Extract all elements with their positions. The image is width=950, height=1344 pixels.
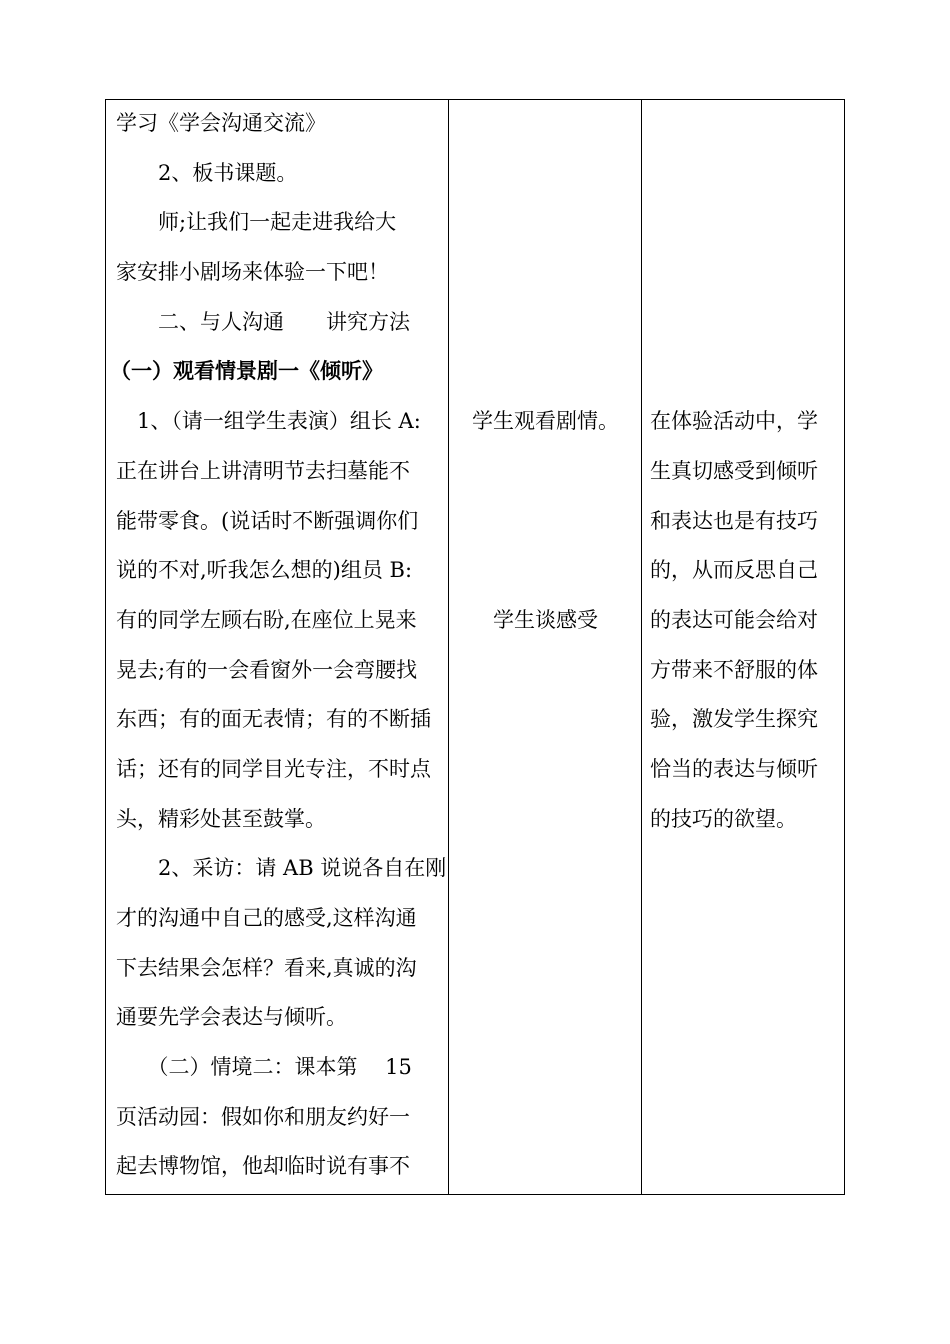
teacher-line: 说的不对,听我怎么想的)组员 B: xyxy=(116,558,413,582)
teacher-line: 1、（请一组学生表演）组长 A: xyxy=(116,409,421,433)
student-activity-column xyxy=(449,100,642,1194)
student-activity-item: 学生谈感受 xyxy=(493,608,598,632)
teacher-line: 下去结果会怎样？看来,真诚的沟 xyxy=(116,956,417,980)
student-activity-item: 学生观看剧情。 xyxy=(472,409,619,433)
teacher-line: 通要先学会表达与倾听。 xyxy=(116,1005,347,1029)
subsection-heading: （一）观看情景剧一《倾听》 xyxy=(110,358,383,383)
intent-line: 的技巧的欲望。 xyxy=(650,807,797,831)
teacher-line: 有的同学左顾右盼,在座位上晃来 xyxy=(116,608,417,632)
teacher-line: 东西；有的面无表情；有的不断插 xyxy=(116,707,431,731)
teacher-line: 学习《学会沟通交流》 xyxy=(116,111,326,135)
intent-line: 验，激发学生探究 xyxy=(650,707,818,731)
intent-line: 的表达可能会给对 xyxy=(650,608,818,632)
intent-line: 方带来不舒服的体 xyxy=(650,658,818,682)
teacher-line: 晃去;有的一会看窗外一会弯腰找 xyxy=(116,658,418,682)
design-intent-column xyxy=(642,100,845,1194)
teacher-line: 才的沟通中自己的感受,这样沟通 xyxy=(116,906,417,930)
intent-line: 恰当的表达与倾听 xyxy=(650,757,818,781)
intent-line: 和表达也是有技巧 xyxy=(650,509,818,533)
lesson-plan-table xyxy=(105,99,845,1195)
teacher-line: 头，精彩处甚至鼓掌。 xyxy=(116,807,326,831)
section-heading: 二、与人沟通 讲究方法 xyxy=(116,310,410,334)
teacher-line: （二）情境二：课本第 15 xyxy=(116,1055,412,1079)
teacher-line: 能带零食。(说话时不断强调你们 xyxy=(116,509,419,533)
teacher-line: 起去博物馆，他却临时说有事不 xyxy=(116,1154,410,1178)
intent-line: 在体验活动中，学 xyxy=(650,409,818,433)
teacher-line: 正在讲台上讲清明节去扫墓能不 xyxy=(116,459,410,483)
teacher-line: 页活动园：假如你和朋友约好一 xyxy=(116,1105,410,1129)
teacher-line: 2、采访：请 AB 说说各自在刚 xyxy=(116,856,447,880)
teacher-activity-column xyxy=(106,100,448,1194)
teacher-line: 家安排小剧场来体验一下吧！ xyxy=(116,260,389,284)
intent-line: 的，从而反思自己 xyxy=(650,558,818,582)
teacher-line: 师;让我们一起走进我给大 xyxy=(116,210,397,234)
teacher-line: 2、板书课题。 xyxy=(116,161,298,185)
intent-line: 生真切感受到倾听 xyxy=(650,459,818,483)
teacher-line: 话；还有的同学目光专注，不时点 xyxy=(116,757,431,781)
